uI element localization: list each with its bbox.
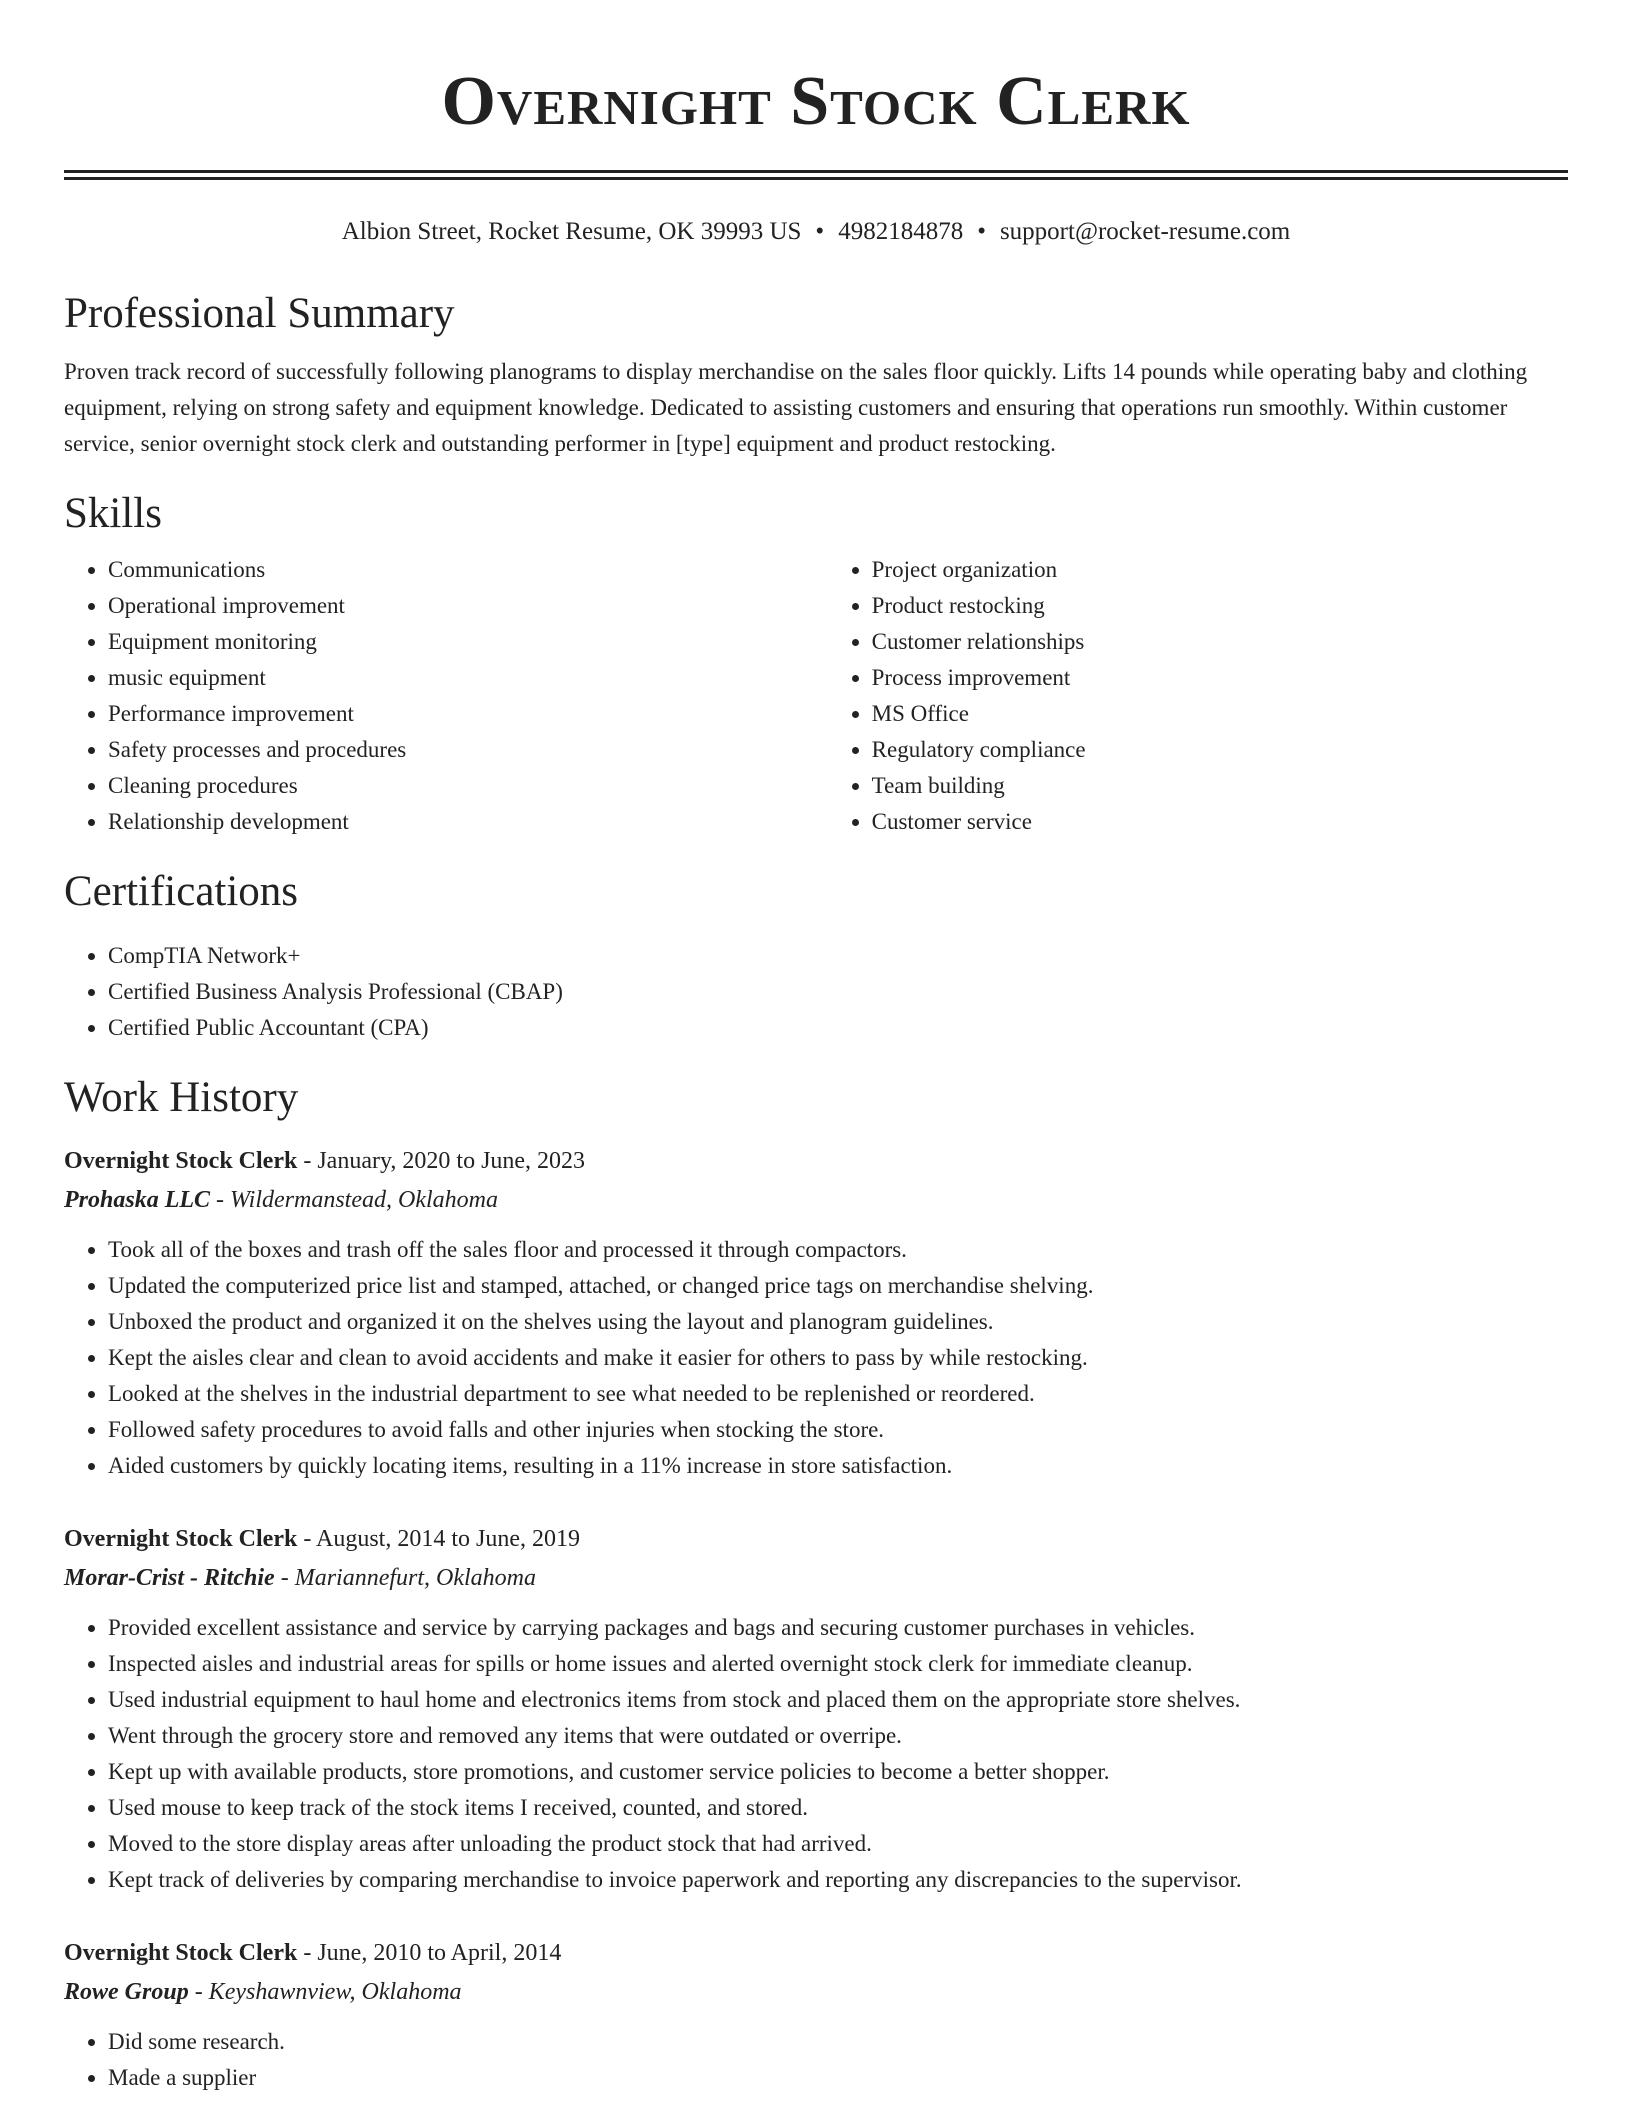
- job-dates: - August, 2014 to June, 2019: [297, 1526, 580, 1552]
- job-company-line: [64, 1180, 1568, 1220]
- skill-item: • Project organization: [872, 552, 1568, 588]
- job-bullet: • Kept track of deliveries by comparing merchandise to invoice paperwork and reporting any discrepancies to the supervisor.: [108, 1862, 1568, 1898]
- certification-item: • Certified Business Analysis Professional (CBAP): [108, 974, 1568, 1010]
- job-location: - Wildermanstead, Oklahoma: [210, 1187, 498, 1213]
- skill-item: • Performance improvement: [108, 696, 828, 732]
- resume-page: [64, 0, 1568, 2096]
- skill-item: • Operational improvement: [108, 588, 828, 624]
- job-company-line: [64, 1972, 1568, 2012]
- work-history-heading: Work History: [64, 1074, 299, 1121]
- skill-item: • Customer relationships: [872, 624, 1568, 660]
- certification-item: • Certified Public Accountant (CPA): [108, 1010, 1568, 1046]
- job-entry: [64, 1520, 1568, 1898]
- job-bullet: • Made a supplier: [108, 2060, 1568, 2096]
- skills-column-2: [828, 552, 1568, 840]
- header-double-rule: [64, 170, 1568, 180]
- job-title-line: [64, 1142, 1568, 1180]
- job-company: Morar-Crist - Ritchie: [64, 1565, 275, 1591]
- skills-column-1: [64, 552, 828, 840]
- contact-separator: •: [815, 218, 825, 245]
- job-bullets: [64, 1232, 1568, 1484]
- job-bullet: • Inspected aisles and industrial areas for spills or home issues and alerted overnight stock clerk for immediate cleanup.: [108, 1646, 1568, 1682]
- job-bullet: • Kept the aisles clear and clean to avoid accidents and make it easier for others to pass by while restocking.: [108, 1340, 1568, 1376]
- certification-item: • CompTIA Network+: [108, 938, 1568, 974]
- job-bullet: • Updated the computerized price list and stamped, attached, or changed price tags on merchandise shelving.: [108, 1268, 1568, 1304]
- contact-line: [64, 216, 1568, 248]
- skill-item: • Regulatory compliance: [872, 732, 1568, 768]
- skill-item: • MS Office: [872, 696, 1568, 732]
- job-bullet: • Followed safety procedures to avoid falls and other injuries when stocking the store.: [108, 1412, 1568, 1448]
- summary-heading: Professional Summary: [64, 290, 455, 337]
- summary-text: Proven track record of successfully following planograms to display merchandise on the sales floor quickly. Lifts 14 pounds while operating baby and clothing equipment, relying on strong safety and equipment knowledge. Dedicated to assisting customers and ensuring that operations run smoothly. Within customer service, senior overnight stock clerk and outstanding performer in [type] equipment and product restocking.: [64, 359, 1528, 456]
- job-location: - Mariannefurt, Oklahoma: [274, 1565, 537, 1591]
- skill-item: • Process improvement: [872, 660, 1568, 696]
- job-entry: [64, 1142, 1568, 1484]
- job-bullet: • Used mouse to keep track of the stock items I received, counted, and stored.: [108, 1790, 1568, 1826]
- job-bullets: [64, 1610, 1568, 1898]
- skills-heading: Skills: [64, 490, 162, 537]
- job-title: Overnight Stock Clerk: [64, 1148, 298, 1174]
- job-entry: [64, 1934, 1568, 2096]
- contact-email: support@rocket-resume.com: [999, 218, 1291, 245]
- job-title-line: [64, 1520, 1568, 1558]
- skill-item: • Team building: [872, 768, 1568, 804]
- certifications-heading: Certifications: [64, 868, 299, 915]
- skills-columns: [64, 552, 1568, 840]
- job-bullet: • Looked at the shelves in the industrial department to see what needed to be replenished or reordered.: [108, 1376, 1568, 1412]
- job-bullet: • Provided excellent assistance and service by carrying packages and bags and securing customer purchases in vehicles.: [108, 1610, 1568, 1646]
- contact-address: Albion Street, Rocket Resume, OK 39993 US: [341, 218, 802, 245]
- job-company-line: [64, 1558, 1568, 1598]
- job-bullet: • Moved to the store display areas after unloading the product stock that had arrived.: [108, 1826, 1568, 1862]
- job-bullet: • Aided customers by quickly locating items, resulting in a 11% increase in store satisfaction.: [108, 1448, 1568, 1484]
- job-bullet: • Kept up with available products, store promotions, and customer service policies to become a better shopper.: [108, 1754, 1568, 1790]
- job-title-line: [64, 1934, 1568, 1972]
- skill-item: • Relationship development: [108, 804, 828, 840]
- certifications-list: [64, 938, 1568, 1046]
- contact-separator: •: [977, 218, 986, 245]
- job-bullet: • Took all of the boxes and trash off the sales floor and processed it through compactors.: [108, 1232, 1568, 1268]
- skill-item: • Communications: [108, 552, 828, 588]
- job-location: - Keyshawnview, Oklahoma: [188, 1979, 462, 2005]
- skill-item: • Cleaning procedures: [108, 768, 828, 804]
- job-dates: - January, 2020 to June, 2023: [297, 1148, 586, 1174]
- resume-name: Overnight Stock Clerk: [441, 63, 1191, 140]
- skill-item: • Product restocking: [872, 588, 1568, 624]
- job-bullet: • Unboxed the product and organized it on the shelves using the layout and planogram guidelines.: [108, 1304, 1568, 1340]
- job-title: Overnight Stock Clerk: [64, 1940, 298, 1966]
- skill-item: • music equipment: [108, 660, 828, 696]
- job-bullet: • Used industrial equipment to haul home and electronics items from stock and placed them on the appropriate store shelves.: [108, 1682, 1568, 1718]
- job-company: Rowe Group: [64, 1979, 189, 2005]
- job-bullet: • Did some research.: [108, 2024, 1568, 2060]
- job-company: Prohaska LLC: [64, 1187, 211, 1213]
- contact-phone: 4982184878: [838, 218, 964, 245]
- skill-item: • Safety processes and procedures: [108, 732, 828, 768]
- job-dates: - June, 2010 to April, 2014: [297, 1940, 562, 1966]
- job-title: Overnight Stock Clerk: [64, 1526, 298, 1552]
- job-bullet: • Went through the grocery store and removed any items that were outdated or overripe.: [108, 1718, 1568, 1754]
- job-bullets: [64, 2024, 1568, 2096]
- skill-item: • Customer service: [872, 804, 1568, 840]
- skill-item: • Equipment monitoring: [108, 624, 828, 660]
